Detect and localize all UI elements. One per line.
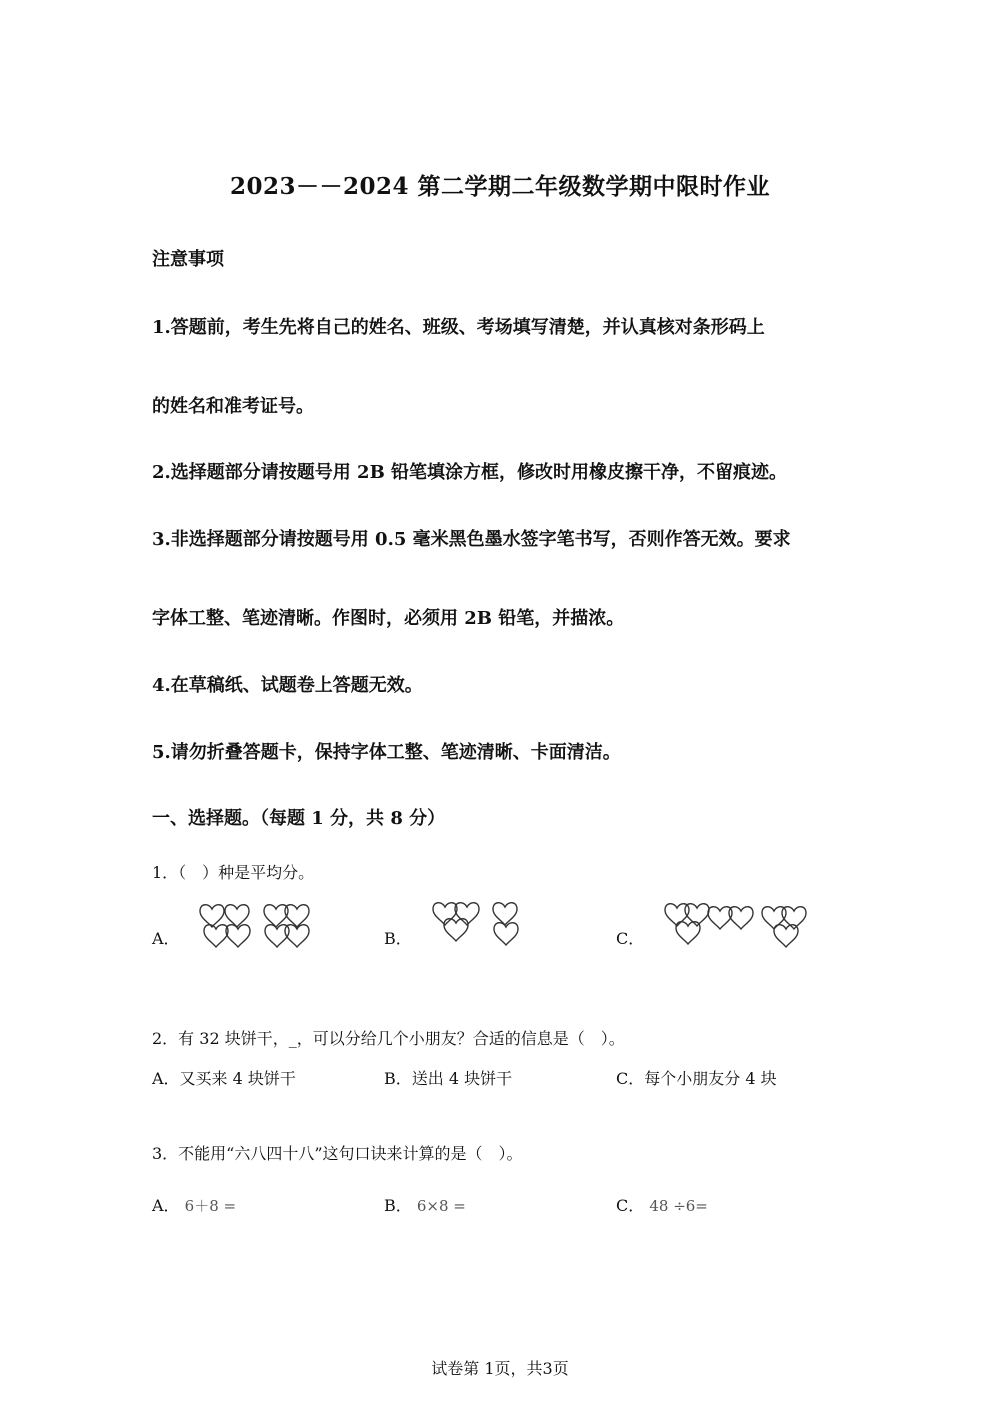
heart-group-c3 (762, 907, 806, 947)
question-2-stem: 2．有 32 块饼干，_，可以分给几个小朋友？合适的信息是（ ）。 (152, 1029, 625, 1048)
heart-outline-icon (225, 905, 249, 927)
notice-item: 1.答题前，考生先将自己的姓名、班级、考场填写清楚，并认真核对条形码上 (152, 317, 765, 338)
notice-item: 的姓名和准考证号。 (152, 396, 314, 417)
heart-outline-icon (200, 905, 224, 927)
notice-item: 4.在草稿纸、试题卷上答题无效。 (152, 675, 423, 696)
heart-group-c1 (665, 904, 709, 944)
heart-group-c2 (708, 907, 753, 929)
heart-outline-icon (285, 905, 309, 927)
page-title: 2023－－2024 第二学期二年级数学期中限时作业 (229, 173, 771, 200)
notice-item: 3.非选择题部分请按题号用 0.5 毫米黑色墨水签字笔书写，否则作答无效。要求 (152, 529, 791, 550)
q1-option-b-label: B． (384, 929, 412, 948)
heart-outline-icon (708, 907, 732, 929)
notice-item: 2.选择题部分请按题号用 2B 铅笔填涂方框，修改时用橡皮擦干净，不留痕迹。 (152, 462, 788, 483)
heart-outline-icon (493, 903, 517, 925)
notice-item: 5.请勿折叠答题卡，保持字体工整、笔迹清晰、卡面清洁。 (152, 742, 621, 763)
q3-option-b (384, 1193, 466, 1216)
q2-option-c: C．每个小朋友分 4 块 (616, 1069, 777, 1088)
heart-group-b1 (433, 903, 479, 941)
page-footer: 试卷第 1页，共3页 (431, 1359, 569, 1378)
q3-option-a-formula: 6＋8 = (184, 1197, 237, 1215)
q2-option-a: A．又买来 4 块饼干 (152, 1069, 296, 1088)
heart-outline-icon (226, 925, 250, 947)
question-3-stem: 3．不能用“六八四十八”这句口诀来计算的是（ ）。 (152, 1144, 523, 1163)
notice-item: 字体工整、笔迹清晰。作图时，必须用 2B 铅笔，并描浓。 (152, 608, 625, 629)
heart-outline-icon (264, 905, 288, 927)
heart-group-b2 (493, 903, 518, 945)
heart-group-a1 (200, 905, 250, 947)
q1-option-a-label: A． (152, 929, 180, 948)
notice-heading: 注意事项 (152, 249, 224, 270)
q3-option-a-label: A． (152, 1196, 180, 1215)
section-heading: 一、选择题。（每题 1 分，共 8 分） (152, 808, 446, 829)
q3-option-c-label: C． (616, 1196, 645, 1215)
q3-option-c-formula: 48 ÷6= (649, 1197, 708, 1215)
q2-option-b: B．送出 4 块饼干 (384, 1069, 513, 1088)
heart-outline-icon (494, 923, 518, 945)
q3-option-c (616, 1193, 708, 1216)
heart-group-a2 (264, 905, 309, 947)
q1-option-c-label: C． (616, 929, 645, 948)
q3-option-b-label: B． (384, 1196, 412, 1215)
q3-option-b-formula: 6×8 = (416, 1197, 466, 1215)
heart-outline-icon (204, 925, 228, 947)
question-1-stem: 1．（ ）种是平均分。 (152, 863, 315, 882)
heart-outline-icon (729, 907, 753, 929)
q3-option-a (152, 1193, 236, 1216)
